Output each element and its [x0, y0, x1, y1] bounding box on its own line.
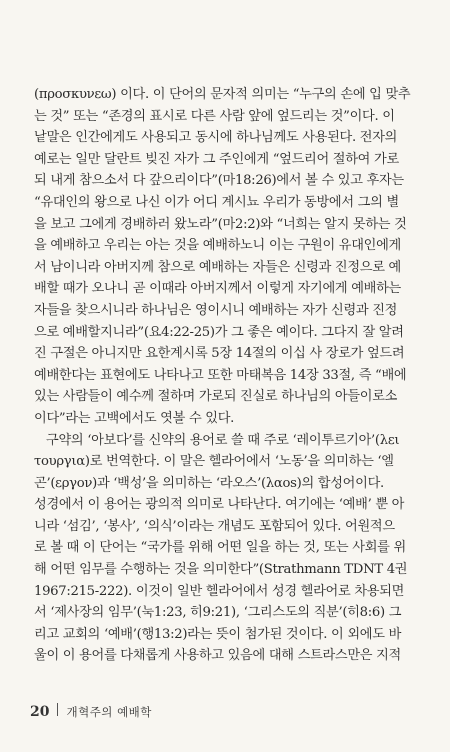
page-body	[34, 84, 426, 667]
text-line: 배할 때가 오나니 곧 이때라 아버지께서 이렇게 자기에게 예배하는	[34, 281, 401, 297]
text-line: τουργια)로 번역한다. 이 말은 헬라어에서 ‘노동’을 의미하는 ‘엘	[34, 454, 394, 470]
text-line: 1967:215-222). 이것이 일반 헬라어에서 성경 헬라어로 차용되면	[34, 583, 405, 599]
text-line: 리고 교회의 ‘예배’(행13:2)라는 뜻이 첨가된 것이다. 이 외에도 바	[34, 626, 402, 642]
footer-divider	[57, 703, 58, 716]
text-line: 진 구절은 아니지만 요한계시록 5장 14절의 이십 사 장로가 엎드려	[34, 346, 405, 362]
text-line: 로 볼 때 이 단어는 “국가를 위해 어떤 일을 하는 것, 또는 사회를 위	[34, 540, 406, 556]
text-line: 니라 ‘섬김’, ‘봉사’, ‘의식’이라는 개념도 포함되어 있다. 어원적으	[34, 518, 395, 534]
paragraph-start-line: 구약의 ‘아보다’를 신약의 용어로 쓸 때 주로 ‘레이투르기아’(λει	[46, 432, 400, 448]
page-number: 20	[30, 704, 50, 720]
text-line: 자들을 찾으시니라 하나님은 영이시니 예배하는 자가 신령과 진정	[34, 302, 398, 318]
page-footer	[30, 703, 152, 720]
text-line: 성경에서 이 용어는 광의적 의미로 나타난다. 여기에는 ‘예배’ 뿐 아	[34, 497, 405, 513]
text-line: 서 남이니라 아버지께 참으로 예배하는 자들은 신령과 진정으로 예	[34, 259, 401, 275]
text-line: 울이 이 용어를 다채롭게 사용하고 있음에 대해 스트라스만은 지적	[34, 648, 401, 664]
book-title: 개혁주의 예배학	[66, 705, 152, 719]
text-line: 있는 사람들이 예수께 절하며 가로되 진실로 하나님의 아들이로소	[34, 389, 398, 405]
text-line: 을 예배하고 우리는 아는 것을 예배하노니 이는 구원이 유대인에게	[34, 238, 401, 254]
text-line: 예로는 일만 달란트 빚진 자가 그 주인에게 “엎드리어 절하여 가로	[34, 151, 399, 167]
text-line: 예배한다는 표현에도 나타나고 또한 마태복음 14장 33절, 즉 “배에	[34, 367, 407, 383]
text-line: 이다”라는 고백에서도 엿볼 수 있다.	[34, 410, 235, 426]
text-line: 으로 예배할지니라”(요4:22-25)가 그 좋은 예이다. 그다지 잘 알려	[34, 324, 404, 340]
text-line: 는 것” 또는 “존경의 표시로 다른 사람 앞에 엎드리는 것”이다. 이	[34, 108, 395, 124]
text-line: (προσκυνεω) 이다. 이 단어의 문자적 의미는 “누구의 손에 입 맞추	[34, 87, 411, 102]
text-line: 곤’(εργον)과 ‘백성’을 의미하는 ‘라오스’(λαοs)의 합성어이다.	[34, 475, 384, 491]
text-line: 낱말은 인간에게도 사용되고 동시에 하나님께도 사용된다. 전자의	[34, 130, 398, 146]
text-line: 서 ‘제사장의 임무’(눅1:23, 히9:21), ‘그리스도의 직분’(히8:6) 그	[34, 605, 402, 621]
text-line: “유대인의 왕으로 나신 이가 어디 계시뇨 우리가 동방에서 그의 별	[34, 194, 399, 210]
text-line: 을 보고 그에게 경배하러 왔노라”(마2:2)와 “너희는 알지 못하는 것	[34, 216, 407, 232]
text-line: 되 내게 참으소서 다 갚으리이다”(마18:26)에서 볼 수 있고 후자는	[34, 173, 404, 189]
text-line: 해 어떤 임무를 수행하는 것을 의미한다”(Strathmann TDNT 4권	[34, 562, 408, 578]
